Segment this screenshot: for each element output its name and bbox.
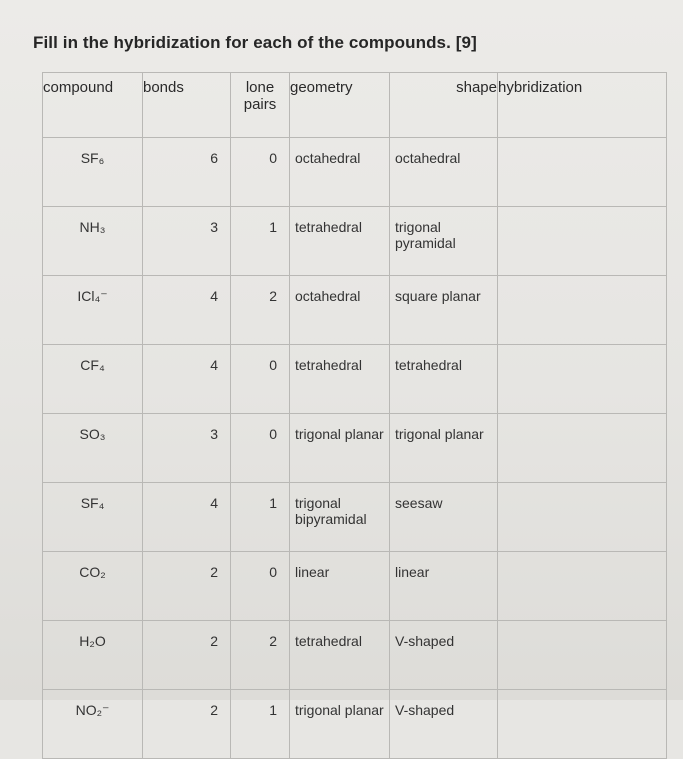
cell-compound: SF₄	[43, 483, 143, 552]
table-row	[43, 552, 667, 621]
cell-hybridization-input[interactable]	[498, 483, 667, 552]
table-row	[43, 621, 667, 690]
table-row	[43, 483, 667, 552]
cell-bonds: 3	[143, 414, 231, 483]
cell-bonds: 2	[143, 690, 231, 759]
cell-lone-pairs: 1	[231, 690, 290, 759]
header-compound: compound	[43, 73, 143, 138]
cell-hybridization-input[interactable]	[498, 207, 667, 276]
cell-compound: NO₂⁻	[43, 690, 143, 759]
cell-shape: square planar	[390, 276, 498, 345]
cell-bonds: 3	[143, 207, 231, 276]
cell-compound: SF₆	[43, 138, 143, 207]
cell-bonds: 4	[143, 483, 231, 552]
cell-shape: trigonal planar	[390, 414, 498, 483]
table-row	[43, 138, 667, 207]
cell-geometry: octahedral	[290, 276, 390, 345]
cell-compound: CF₄	[43, 345, 143, 414]
cell-geometry: tetrahedral	[290, 345, 390, 414]
header-bonds: bonds	[143, 73, 231, 138]
cell-geometry: trigonal bipyramidal	[290, 483, 390, 552]
cell-geometry: trigonal planar	[290, 414, 390, 483]
cell-geometry: octahedral	[290, 138, 390, 207]
cell-hybridization-input[interactable]	[498, 138, 667, 207]
cell-hybridization-input[interactable]	[498, 276, 667, 345]
cell-hybridization-input[interactable]	[498, 345, 667, 414]
cell-hybridization-input[interactable]	[498, 552, 667, 621]
cell-compound: NH₃	[43, 207, 143, 276]
cell-bonds: 4	[143, 276, 231, 345]
worksheet-title: Fill in the hybridization for each of the compounds. [9]	[33, 33, 477, 52]
cell-shape: tetrahedral	[390, 345, 498, 414]
table-row	[43, 207, 667, 276]
cell-bonds: 2	[143, 621, 231, 690]
cell-compound: CO₂	[43, 552, 143, 621]
table-header-row	[43, 73, 667, 138]
cell-geometry: tetrahedral	[290, 621, 390, 690]
cell-bonds: 4	[143, 345, 231, 414]
cell-compound: SO₃	[43, 414, 143, 483]
cell-hybridization-input[interactable]	[498, 414, 667, 483]
cell-geometry: trigonal planar	[290, 690, 390, 759]
hybridization-table	[42, 72, 667, 759]
cell-geometry: tetrahedral	[290, 207, 390, 276]
cell-lone-pairs: 0	[231, 345, 290, 414]
header-geometry: geometry	[290, 73, 390, 138]
table-row	[43, 345, 667, 414]
cell-lone-pairs: 0	[231, 414, 290, 483]
cell-bonds: 6	[143, 138, 231, 207]
header-shape: shape	[390, 73, 498, 138]
cell-lone-pairs: 0	[231, 138, 290, 207]
header-hybridization: hybridization	[498, 73, 667, 138]
cell-geometry: linear	[290, 552, 390, 621]
cell-compound: H₂O	[43, 621, 143, 690]
cell-lone-pairs: 1	[231, 207, 290, 276]
header-lone-pairs: lone pairs	[231, 73, 290, 138]
cell-bonds: 2	[143, 552, 231, 621]
cell-shape: V-shaped	[390, 621, 498, 690]
cell-shape: seesaw	[390, 483, 498, 552]
cell-lone-pairs: 1	[231, 483, 290, 552]
cell-hybridization-input[interactable]	[498, 621, 667, 690]
table-row	[43, 414, 667, 483]
cell-lone-pairs: 2	[231, 276, 290, 345]
cell-shape: linear	[390, 552, 498, 621]
cell-lone-pairs: 2	[231, 621, 290, 690]
cell-shape: V-shaped	[390, 690, 498, 759]
cell-shape: trigonal pyramidal	[390, 207, 498, 276]
cell-lone-pairs: 0	[231, 552, 290, 621]
table-row	[43, 276, 667, 345]
cell-shape: octahedral	[390, 138, 498, 207]
cell-compound: ICl₄⁻	[43, 276, 143, 345]
